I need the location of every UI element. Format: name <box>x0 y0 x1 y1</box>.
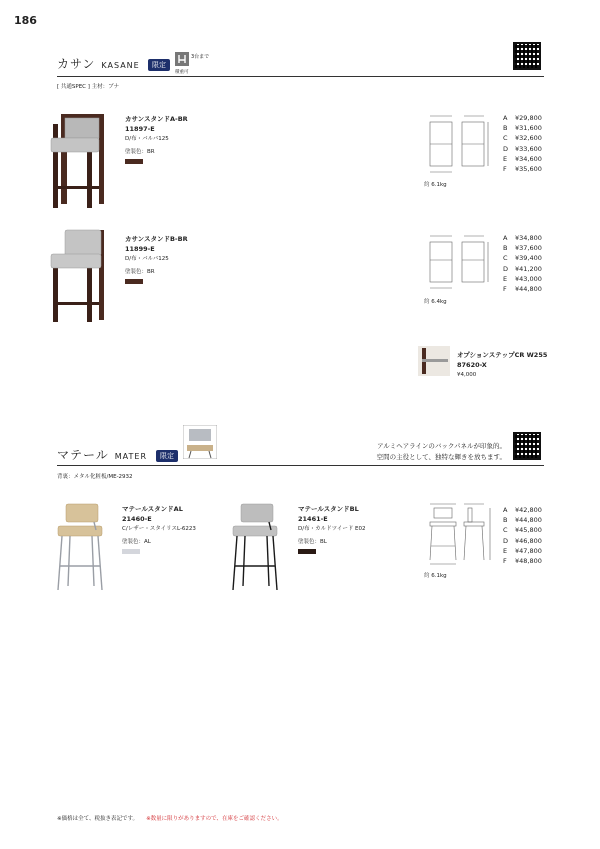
price-row: E ¥43,000 <box>503 274 542 283</box>
mater-description: アルミヘアラインのバックパネルが印象的。 空間の主役として、独特な輝きを放ちます。 <box>376 442 506 461</box>
section-title-mater <box>57 446 147 463</box>
option-code: 87620-X <box>457 361 487 369</box>
product-code: 21460-E <box>122 515 152 523</box>
qr-code-kasane[interactable] <box>513 42 541 70</box>
limited-badge-kasane: 限定 <box>148 59 170 71</box>
qr-code-mater[interactable] <box>513 432 541 460</box>
price-row: F ¥35,600 <box>503 165 542 174</box>
option-price: ¥4,000 <box>457 372 477 378</box>
limited-badge-mater: 限定 <box>156 450 178 462</box>
price-row: D ¥41,200 <box>503 264 542 273</box>
price-row: A ¥29,800 <box>503 114 542 122</box>
dimension-drawing-kasane-a <box>424 112 492 180</box>
mater-title: マテール <box>57 448 109 462</box>
product-finish: 塗装色：BR <box>125 269 155 275</box>
product-name: マテールスタンドBL <box>298 505 359 513</box>
product-code: 21461-E <box>298 515 328 523</box>
price-row: A ¥42,800 <box>503 506 542 514</box>
price-row: B ¥31,600 <box>503 124 542 133</box>
product-finish: 塗装色：AL <box>122 539 151 545</box>
price-row: B ¥44,800 <box>503 516 542 525</box>
weight-mater: 約 6.1kg <box>424 573 447 579</box>
mater-back-panel-image <box>183 425 217 459</box>
price-row: D ¥33,600 <box>503 144 542 153</box>
product-name: カサンスタンドA-BR <box>125 115 188 123</box>
product-name: マテールスタンドAL <box>122 505 183 513</box>
price-row: C ¥32,600 <box>503 134 542 143</box>
color-swatch <box>125 279 143 284</box>
kasane-spec: [ 共通SPEC ] 主材：ブナ <box>57 84 120 90</box>
price-list-kasane-a <box>503 113 542 174</box>
product-info-kasane-b <box>125 234 188 284</box>
dimension-drawing-mater <box>424 500 494 568</box>
product-material: D/布・バルバ125 <box>125 256 169 262</box>
weight-kasane-a: 約 6.1kg <box>424 182 447 188</box>
divider-kasane <box>57 76 544 77</box>
color-swatch <box>298 549 316 554</box>
section-title-kasane <box>57 55 140 72</box>
price-row: F ¥44,800 <box>503 285 542 294</box>
price-row: F ¥48,800 <box>503 557 542 566</box>
kasane-title: カサン <box>57 57 96 71</box>
product-code: 11897-E <box>125 125 155 133</box>
stack-label: 積重可 <box>175 70 189 75</box>
price-row: E ¥34,600 <box>503 154 542 163</box>
product-info-kasane-a <box>125 114 188 164</box>
product-name: カサンスタンドB-BR <box>125 235 188 243</box>
option-name: オプションステップCR W255 <box>457 351 548 359</box>
color-swatch <box>122 549 140 554</box>
option-step-info <box>457 350 547 380</box>
chair-image-mater-bl <box>225 500 287 592</box>
kasane-title-en: KASANE <box>101 61 140 70</box>
price-row: A ¥34,800 <box>503 234 542 242</box>
option-step-image <box>418 346 450 376</box>
product-info-mater-bl <box>298 504 366 554</box>
mater-spec: 背裏：メタル化粧板/ME-2932 <box>57 474 133 480</box>
footer-notes <box>57 814 283 822</box>
product-material: D/布・バルバ125 <box>125 136 169 142</box>
price-list-kasane-b <box>503 233 542 294</box>
chair-image-kasane-b <box>47 228 119 323</box>
product-info-mater-al <box>122 504 196 554</box>
product-material: C/レザー・スタイリスL-6223 <box>122 526 196 532</box>
price-row: B ¥37,600 <box>503 244 542 253</box>
mater-title-en: MATER <box>114 452 148 461</box>
chair-image-kasane-a <box>47 108 119 208</box>
stack-icon <box>175 52 189 66</box>
price-row: E ¥47,800 <box>503 546 542 555</box>
product-finish: 塗装色：BR <box>125 149 155 155</box>
product-finish: 塗装色：BL <box>298 539 327 545</box>
dimension-drawing-kasane-b <box>424 232 492 294</box>
footer-note-red: ※数量に限りがありますので、在庫をご確認ください。 <box>146 816 283 822</box>
price-list-mater <box>503 505 542 566</box>
chair-image-mater-al <box>50 500 112 592</box>
price-row: C ¥39,400 <box>503 254 542 263</box>
price-row: D ¥46,800 <box>503 536 542 545</box>
stack-count: 3台まで <box>191 54 210 60</box>
page-number: 186 <box>14 14 37 27</box>
footer-note: ※価格は全て、税抜き表記です。 <box>57 816 139 822</box>
weight-kasane-b: 約 6.4kg <box>424 299 447 305</box>
color-swatch <box>125 159 143 164</box>
product-material: D/布・カルドツイード E02 <box>298 526 366 532</box>
divider-mater <box>57 465 544 466</box>
product-code: 11899-E <box>125 245 155 253</box>
price-row: C ¥45,800 <box>503 526 542 535</box>
